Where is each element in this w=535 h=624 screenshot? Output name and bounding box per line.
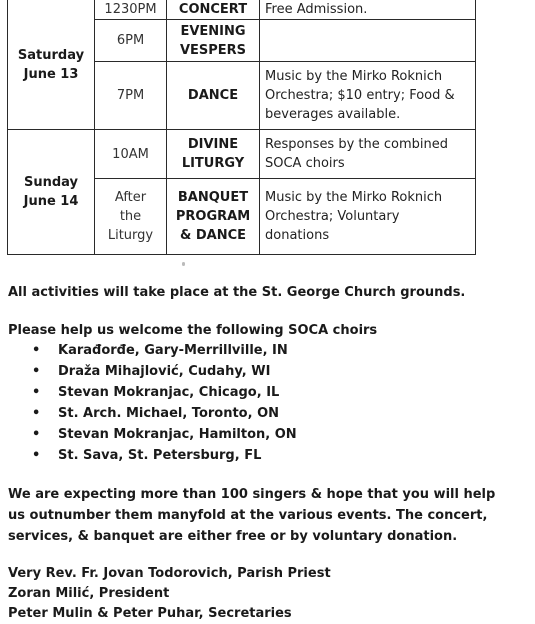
bullet-icon: • (32, 448, 41, 463)
bullet-icon: • (32, 427, 41, 442)
list-item (8, 424, 297, 445)
appeal-line: We are expecting more than 100 singers & hope that you will help (8, 487, 496, 502)
day-name: Saturday (17, 47, 85, 63)
location-note: All activities will take place at the St. George Church grounds. (8, 285, 466, 300)
description-text: Responses by the combined (265, 137, 449, 152)
bullet-icon: • (32, 364, 41, 379)
appeal-line: services, & banquet are either free or by voluntary donation. (8, 529, 458, 544)
day-name: Sunday (23, 175, 79, 190)
time-text: 7PM (116, 88, 145, 103)
time-cell (95, 20, 167, 62)
bullet-icon: • (32, 406, 41, 421)
description-text: Music by the Mirko Roknich (265, 69, 443, 84)
time-cell (95, 179, 167, 255)
event-text: DIVINE (187, 137, 239, 152)
description-text: SOCA choirs (265, 156, 345, 171)
signature-line: Zoran Milić, President (8, 586, 170, 601)
event-text: & DANCE (179, 228, 246, 243)
signature-line: Very Rev. Fr. Jovan Todorovich, Parish Priest (8, 566, 331, 581)
time-text: the (119, 209, 142, 224)
event-cell (167, 0, 260, 20)
choirs-intro: Please help us welcome the following SOCA choirs (8, 323, 378, 338)
list-item (8, 340, 297, 361)
description-cell (260, 179, 476, 255)
event-text: CONCERT (178, 2, 248, 17)
appeal-line: us outnumber them manyfold at the various events. The concert, (8, 508, 488, 523)
event-text: BANQUET (177, 190, 249, 205)
signature-block (8, 564, 331, 624)
appeal-paragraph (8, 484, 495, 547)
time-text: After (114, 190, 147, 205)
event-text: DANCE (187, 88, 239, 103)
time-text: 1230PM (104, 2, 157, 17)
scan-speck (182, 262, 185, 266)
day-date: June 13 (23, 66, 79, 82)
event-cell (167, 130, 260, 179)
event-cell (167, 179, 260, 255)
choir-name: Stevan Mokranjac, Hamilton, ON (58, 427, 297, 442)
choir-name: Karađorđe, Gary-Merrillville, IN (58, 343, 288, 358)
event-text: PROGRAM (175, 209, 251, 224)
description-text: Orchestra; Voluntary (265, 209, 400, 224)
choir-name: St. Arch. Michael, Toronto, ON (58, 406, 280, 421)
event-cell (167, 20, 260, 62)
description-text: beverages available. (265, 107, 401, 122)
time-text: Liturgy (107, 228, 154, 243)
day-cell-saturday (8, 0, 95, 130)
list-item (8, 445, 297, 466)
description-cell (260, 130, 476, 179)
table-row (8, 0, 476, 20)
description-cell (260, 62, 476, 130)
list-item (8, 403, 297, 424)
description-text: Free Admission. (265, 2, 368, 17)
list-item (8, 382, 297, 403)
time-text: 6PM (116, 33, 145, 48)
signature-line: Peter Mulin & Peter Puhar, Secretaries (8, 606, 292, 621)
schedule-table (7, 0, 476, 255)
choir-name: Stevan Mokranjac, Chicago, IL (58, 385, 280, 400)
event-text: VESPERS (179, 42, 247, 58)
time-cell (95, 62, 167, 130)
list-item (8, 361, 297, 382)
description-cell (260, 0, 476, 20)
description-text: Orchestra; $10 entry; Food & (265, 88, 455, 103)
day-cell-sunday (8, 130, 95, 255)
time-text: 10AM (112, 146, 149, 162)
choir-list (8, 340, 297, 466)
time-cell (95, 0, 167, 20)
choir-name: Draža Mihajlović, Cudahy, WI (58, 364, 271, 379)
description-text: Music by the Mirko Roknich (265, 190, 443, 205)
day-date: June 14 (23, 194, 79, 209)
description-cell (260, 20, 476, 62)
time-cell (95, 130, 167, 179)
bullet-icon: • (32, 343, 41, 358)
bullet-icon: • (32, 385, 41, 400)
description-text: donations (265, 228, 330, 243)
choir-name: St. Sava, St. Petersburg, FL (58, 448, 262, 463)
event-text: EVENING (180, 23, 246, 39)
table-row (8, 130, 476, 179)
event-text: LITURGY (181, 156, 245, 171)
event-cell (167, 62, 260, 130)
